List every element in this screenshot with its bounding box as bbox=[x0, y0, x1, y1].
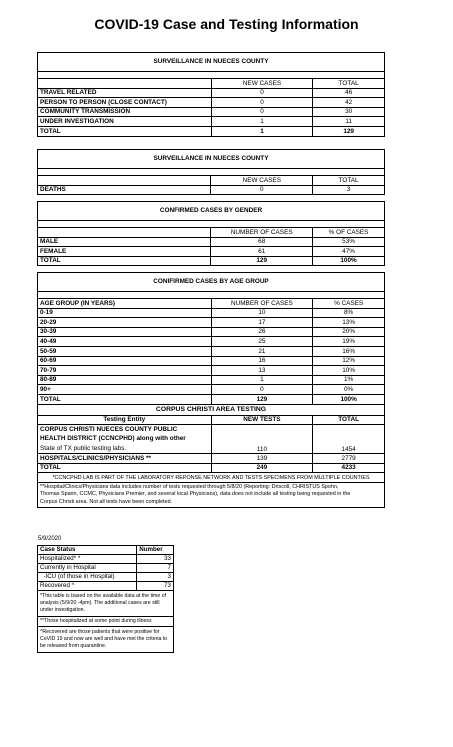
table-row: 40-49 25 19% bbox=[38, 337, 385, 347]
footnote-hospital: **Hospital/Clinics/Physicians data includes number of tests requested through 5/8/20 (Reporting: Driscoll, CHRISTUS Spohn, Thomas Spann, CCMC, Physicians Premier, and several local Physicians), data does not include all testing being requested in the Corpus Christi area. Not all tests have been completed. bbox=[38, 483, 385, 508]
table-row: HOSPITALS/CLINICS/PHYSICIANS ** 139 2779 bbox=[38, 453, 385, 463]
table-row: Recovered ^ 73 bbox=[38, 582, 174, 591]
table-row: COMMUNITY TRANSMISSION 0 30 bbox=[38, 107, 385, 117]
note-recovered: ^Recovered are those patients that were positive for CoVID 19 and now are well and have met the criteria to be released from quarantine. bbox=[38, 627, 174, 653]
age-group-table bbox=[37, 272, 385, 508]
table-row: 0-19 10 8% bbox=[38, 308, 385, 318]
table-row-total: TOTAL 129 100% bbox=[38, 394, 385, 404]
table-row: 80-89 1 1% bbox=[38, 375, 385, 385]
table-row: FEMALE 61 47% bbox=[38, 247, 385, 257]
table-row: Currently in Hospital 7 bbox=[38, 564, 174, 573]
col-number-of-cases: NUMBER OF CASES bbox=[211, 228, 313, 238]
table-row: 30-39 26 20% bbox=[38, 327, 385, 337]
col-new-cases: NEW CASES bbox=[211, 176, 313, 186]
table-row: 50-59 21 16% bbox=[38, 346, 385, 356]
report-date: 5/9/2020 bbox=[38, 536, 62, 542]
gender-header: CONFIRMED CASES BY GENDER bbox=[38, 202, 385, 221]
table-row: 20-29 17 13% bbox=[38, 318, 385, 328]
table-row: Hospitalized* * 33 bbox=[38, 555, 174, 564]
col-total: TOTAL bbox=[313, 415, 385, 425]
note-hospitalized: **Those hospitalized at some point during illness bbox=[38, 617, 174, 627]
col-number: Number bbox=[137, 546, 174, 555]
table-row-total: TOTAL 249 4233 bbox=[38, 463, 385, 473]
footnote-lab: *CCNCPHD LAB IS PART OF THE LABORATORY REPONSE NETWORK AND TESTS SPECIMENS FROM MULTIPLE COUNTIES bbox=[38, 473, 385, 483]
table-row: 90+ 0 0% bbox=[38, 385, 385, 395]
table-row: TRAVEL RELATED 0 46 bbox=[38, 88, 385, 98]
table-row: 70-79 13 10% bbox=[38, 366, 385, 376]
col-new-cases: NEW CASES bbox=[211, 79, 313, 89]
testing-header: CORPUS CHRISTI AREA TESTING bbox=[38, 404, 385, 415]
col-number-of-cases: NUMBER OF CASES bbox=[211, 299, 313, 309]
table-row: 60-69 16 12% bbox=[38, 356, 385, 366]
col-age-group: AGE GROUP (IN YEARS) bbox=[38, 299, 212, 309]
table-row: PERSON TO PERSON (CLOSE CONTACT) 0 42 bbox=[38, 98, 385, 108]
col-percent: % OF CASES bbox=[313, 228, 385, 238]
table-row: -ICU (of those in Hospital) 3 bbox=[38, 573, 174, 582]
surveillance-header: SURVEILLANCE IN NUECES COUNTY bbox=[38, 53, 385, 72]
deaths-table bbox=[37, 149, 385, 195]
age-header: CONIFIRMED CASES BY AGE GROUP bbox=[38, 273, 385, 292]
table-row: DEATHS 0 3 bbox=[38, 185, 385, 195]
table-row: MALE 68 53% bbox=[38, 237, 385, 247]
col-total: TOTAL bbox=[313, 176, 385, 186]
surveillance-header: SURVEILLANCE IN NUECES COUNTY bbox=[38, 150, 385, 169]
table-row-total: TOTAL 129 100% bbox=[38, 256, 385, 266]
col-testing-entity: Testing Entity bbox=[38, 415, 212, 425]
col-case-status: Case Status bbox=[38, 546, 137, 555]
surveillance-table bbox=[37, 52, 385, 137]
col-total: TOTAL bbox=[313, 79, 385, 89]
col-new-tests: NEW TESTS bbox=[211, 415, 313, 425]
gender-table bbox=[37, 201, 385, 266]
col-percent: % CASES bbox=[313, 299, 385, 309]
note-analysis: *This table is based on the available data at the time of analysis (5/9/20 -4pm). The additional cases are still under investigation. bbox=[38, 591, 174, 617]
page-title: COVID-19 Case and Testing Information bbox=[94, 16, 359, 32]
table-row: CORPUS CHRISTI NUECES COUNTY PUBLIC HEALTH DISTRICT (CCNCPHD) along with other State of TX public testing labs. 110 1454 bbox=[38, 425, 385, 454]
case-status-table bbox=[37, 545, 174, 653]
table-row: UNDER INVESTIGATION 1 11 bbox=[38, 117, 385, 127]
table-row-total: TOTAL 1 129 bbox=[38, 126, 385, 136]
